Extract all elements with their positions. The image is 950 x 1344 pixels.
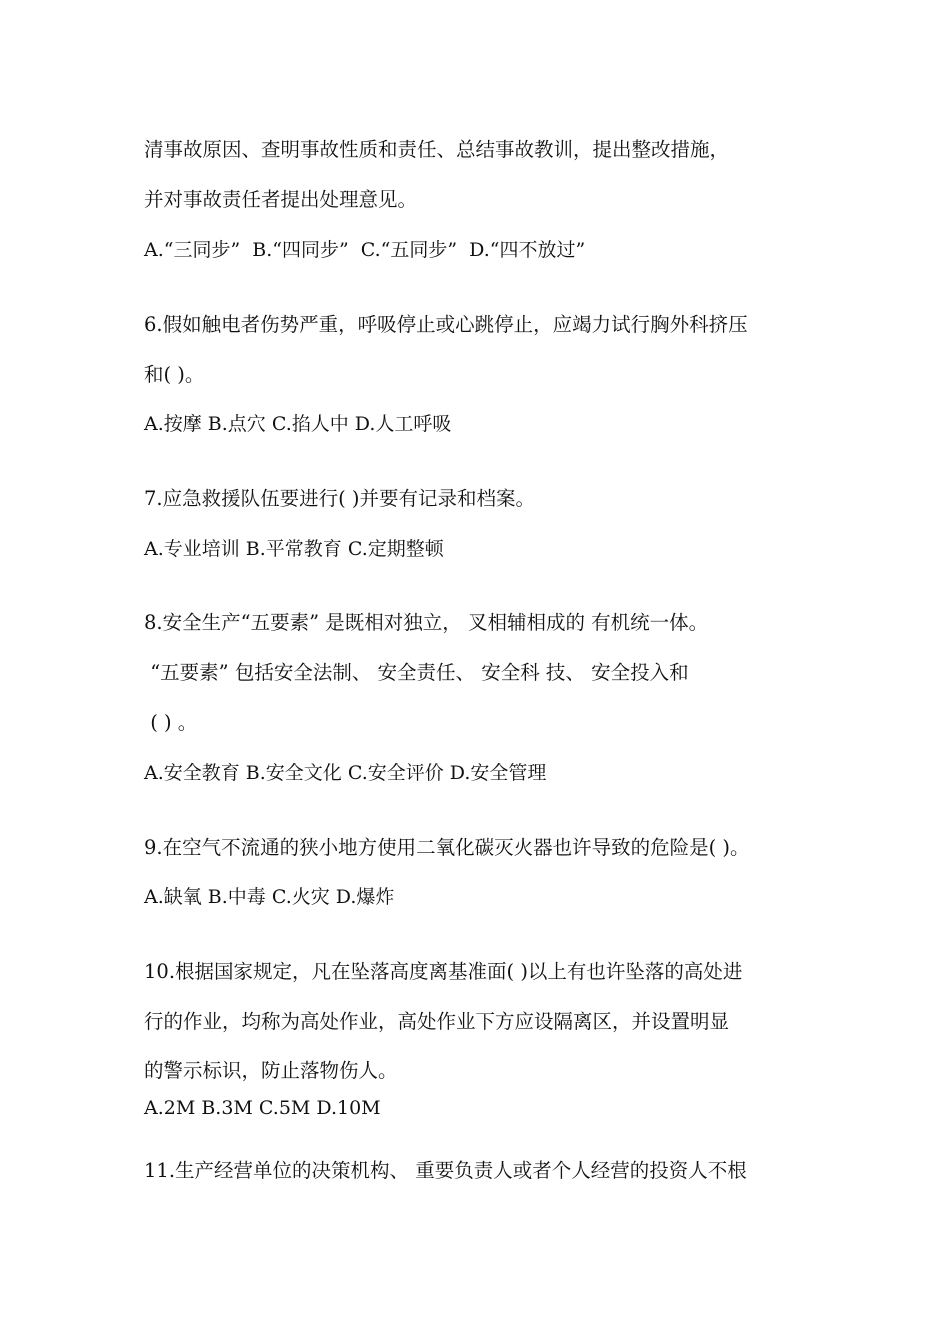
answer-options: A.安全教育 B.安全文化 C.安全评价 D.安全管理 xyxy=(144,762,547,784)
question-8: 8.安全生产“五要素” 是既相对独立， 叉相辅相成的 有机统一体。 xyxy=(144,611,709,634)
answer-options: A.缺氧 B.中毒 C.火灾 D.爆炸 xyxy=(144,886,395,908)
answer-options: A.2M B.3M C.5M D.10M xyxy=(144,1097,381,1119)
text-line: 行的作业，均称为高处作业，高处作业下方应设隔离区，并设置明显 xyxy=(144,1010,730,1033)
question-6: 6.假如触电者伤势严重，呼吸停止或心跳停止，应竭力试行胸外科挤压 xyxy=(144,313,748,336)
question-11: 11.生产经营单位的决策机构、 重要负责人或者个人经营的投资人不根 xyxy=(144,1159,747,1182)
text-line: “五要素” 包括安全法制、 安全责任、 安全科 技、 安全投入和 xyxy=(144,661,689,684)
question-9: 9.在空气不流通的狭小地方使用二氧化碳灭火器也许导致的危险是( )。 xyxy=(144,836,750,859)
question-10: 10.根据国家规定，凡在坠落高度离基准面( )以上有也许坠落的高处进 xyxy=(144,960,743,983)
answer-options: A.按摩 B.点穴 C.掐人中 D.人工呼吸 xyxy=(144,413,452,435)
text-line: 的警示标识，防止落物伤人。 xyxy=(144,1059,398,1082)
text-line: 清事故原因、查明事故性质和责任、总结事故教训，提出整改措施， xyxy=(144,138,730,161)
answer-options: A.“三同步” B.“四同步” C.“五同步” D.“四不放过” xyxy=(144,239,586,261)
answer-options: A.专业培训 B.平常教育 C.定期整顿 xyxy=(144,538,444,560)
question-7: 7.应急救援队伍要进行( )并要有记录和档案。 xyxy=(144,487,536,510)
text-line: 并对事故责任者提出处理意见。 xyxy=(144,188,418,211)
text-line: ( ) 。 xyxy=(144,711,198,734)
text-line: 和( )。 xyxy=(144,363,205,386)
